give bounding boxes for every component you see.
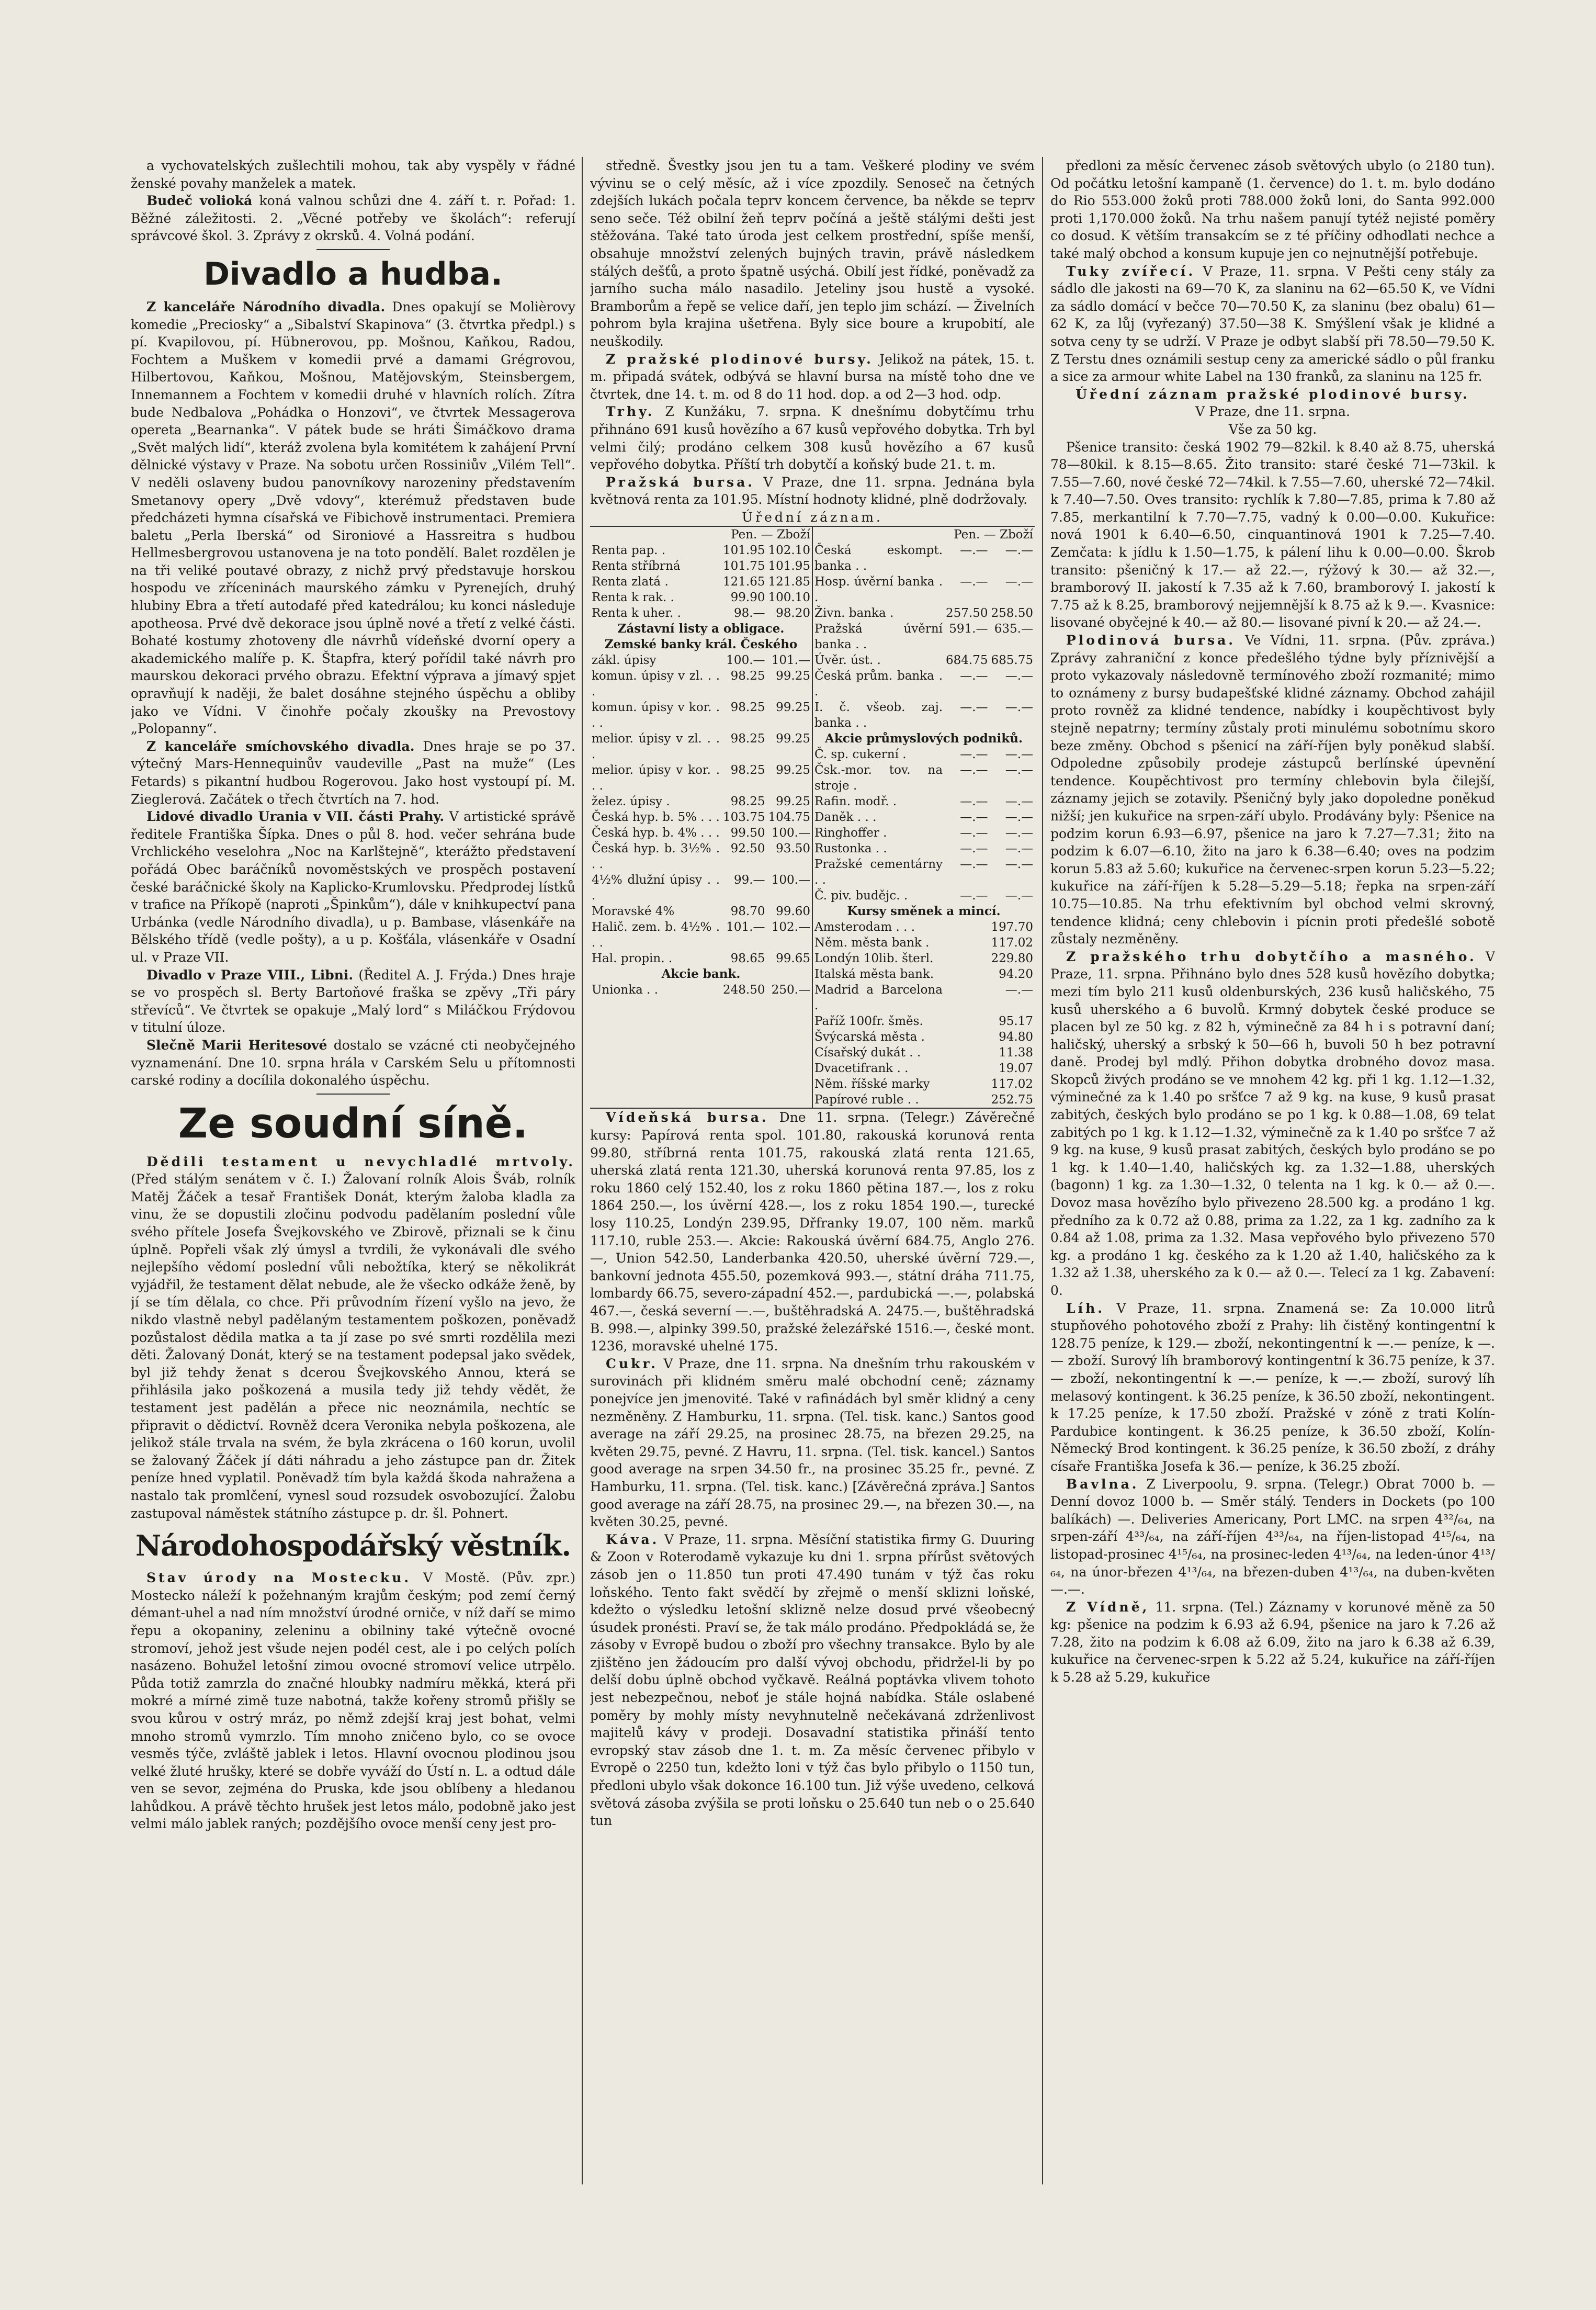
quote-label: melior. úpisy v zl. . . .: [592, 732, 720, 762]
paragraph: [590, 1355, 1035, 1531]
quote-value: 98.25: [730, 669, 765, 683]
quote-value: 684.75: [946, 653, 988, 668]
quote-label: Ringhoffer .: [814, 826, 887, 840]
paragraph: [590, 474, 1035, 509]
quote-row: [590, 809, 812, 825]
quotes-table: [590, 526, 1035, 1109]
quote-row: [590, 731, 812, 762]
quote-value: —.—: [1005, 826, 1033, 840]
quote-row: [590, 558, 812, 574]
quote-row: [813, 982, 1035, 1013]
quote-value: —.—: [960, 826, 988, 840]
quote-value: —.—: [960, 810, 988, 825]
paragraph-text: Dnes opakují se Molièrovy komedie „Preciosky“ a „Sibalství Skapinova“ (3. čtvrtka předpl.) s pí. Kvapilovou, pí. Hübnerovou, pp. Mošnou, Kaňkou, Radou, Fochtem a Muškem v komedii prvé a damami Grégrovou, Hilbertovou, Kaňkou, Mošnou, Matějovským, Steinsbergem, Innemannem a Fochtem v komedii druhé v hlavních rolích. Zítra bude Nedbalova „Pohádka o Honzovi“, ve čtvrtek Messagerova opereta „Bearnanka“. V pátek bude se hráti Šimáčkovo drama „Svět malých lidí“, kteráž zvolena byla komitétem k zahájení První dělnické výstavy v Praze. Na sobotu určen Rossiniův „Vilém Tell“. V neděli oslaveny budou panovníkovy narozeniny představením Smetanovy opery „Dvě vdovy“, kterémuž představen bude předcházeti hymna císařská ve Fibichově instrumentaci. Premiera baletu „Perla Iberská“ od Sironiové a Hassreitra s hudbou Hellmesbergrovou ustanovena je na toto pondělí. Balet rozdělen je na tři veliké poutavé obrazy, z nichž prvý představuje horskou hospodu ve zříceninách maurského zámku v Pyrenejích, druhý hlubiny Ebra a třetí autodafé před katedrálou; ku konci následuje apotheosa. Prvé dvě dekorace jsou úplně nové a třetí z velké části. Bohaté kostumy zhotoveny dle návrhů vídeňské dvorní opery a akademického malíře p. K. Štapfra, který pořídil také návrh pro maurskou dekoraci prvého obrazu. Efektní výprava a jímavý spjet opravňují k naději, že balet dosáhne stejného úspěchu a obliby jako ve Vídni. V činohře počaly zkoušky na Prevostovy „Polopanny“.: [131, 299, 575, 737]
quote-row: [590, 762, 812, 794]
quote-value: 117.02: [991, 936, 1033, 950]
quote-value: [944, 1076, 989, 1092]
quote-value: 101.95: [768, 559, 810, 573]
column-header: Pen. — Zboží: [954, 528, 1033, 542]
lead-in: Káva.: [606, 1531, 660, 1547]
paragraph: [1050, 263, 1495, 386]
quote-label: Česká prům. banka . .: [814, 669, 943, 699]
quote-value: 99.60: [776, 905, 810, 919]
paragraph: [131, 808, 575, 966]
paragraph-text: V Praze, 11. srpna. V Pešti ceny stály za sádlo dle jakosti na 69—70 K, za slaninu na 62—65.50 K, ve Vídni za sádlo domácí v bečce 70—70.50 K, za slaninu (bez obalu) 61—62 K, za lůj (vyřezaný) 37.50—38 K. Smýšlení však je klidné a sotva ceny ty se udrží. V Praze je odbyt slabší při 78.50—79.50 K. Z Terstu dnes oznámili sestup ceny za americké sádlo o půl franku a sice za armour white Label na 130 franků, za slaninu na 125 fr.: [1050, 263, 1495, 385]
paragraph-text: Z Liverpoolu, 9. srpna. (Telegr.) Obrat 7000 b. — Denní dovoz 1000 b. — Směr stálý. Tenders in Dockets (po 100 balíkách) —. Deliveries Americany, Port LMC. na srpen 4³²/₆₄, na srpen-září 4³³/₆₄, na září-říjen 4³³/₆₄, na říjen-listopad 4¹⁵/₆₄, na listopad-prosinec 4¹⁵/₆₄, na prosinec-leden 4¹³/₆₄, na leden-únor 4¹³/₆₄, na únor-březen 4¹³/₆₄, na březen-duben 4¹³/₆₄, na duben-květen —.—.: [1050, 1476, 1495, 1597]
quote-value: 102.10: [768, 544, 810, 558]
paragraph: [131, 1153, 575, 1522]
paragraph-text: V Praze, dne 11. srpna. Na dnešním trhu rakouském v surovinách při klidném směru malé obchodní ceně; záznamy ponejvíce jen jmenovité. Také v rafinádách byl směr klidný a ceny nezměněny. Z Hamburku, 11. srpna. (Tel. tisk. kanc.) Santos good average na září 29.25, na prosinec 28.75, na březen 29.25, na květen 29.75, pevné. Z Havru, 11. srpna. (Tel. tisk. kancel.) Santos good average na srpen 34.50 fr., na prosinec 35.25 fr., pevné. Z Hamburku, 11. srpna. (Tel. tisk. kanc.) [Závěrečná zpráva.] Santos good average na září 28.75, na prosinec 29.—, na březen 30.—, na květen 30.25, pevné.: [590, 1356, 1035, 1530]
quote-value: —.—: [960, 701, 988, 715]
lead-in: Stav úrody na Mostecku.: [146, 1570, 412, 1586]
paragraph: [1050, 1300, 1495, 1475]
quote-value: 121.65: [723, 575, 765, 589]
paragraph: [590, 403, 1035, 473]
quote-row: [813, 904, 1035, 919]
quote-value: [944, 951, 989, 966]
quote-value: —.—: [960, 858, 988, 872]
quote-label: Kursy směnek a mincí.: [847, 904, 1001, 919]
paragraph-text: V Praze, 11. srpna. Znamená se: Za 10.000 litrů stupňového pohotového zboží z Prahy: lih čistěný kontingentní k 128.75 peníze, k 129.— zboží, nekontingentní k —.— peníze, k —.— zboží. Surový líh bramborový kontingentní k 36.75 peníze, k 37.— zboží, nekontingentní k —.— peníze, k —.— zboží, surový líh melasový kontingent. k 36.25 peníze, k 36.50 zboží, nekontingent. k 17.25 peníze, k 17.50 zboží. Pražské v zóně z trati Kolín-Pardubice kontingent. k 36.25 peníze, k 36.50 zboží, Kolín-Německý Brod kontingent. k 36.25 peníze, k 36.50 zboží, z dráhy císaře Františka Josefa k 36.— peníze, k 36.25 zboží.: [1050, 1300, 1495, 1474]
quote-row: [813, 809, 1035, 825]
quote-row: [813, 1029, 1035, 1045]
quote-row: [590, 841, 812, 872]
quote-row: [590, 668, 812, 700]
quote-row: [813, 747, 1035, 762]
quote-label: Londýn 10lib. šterl.: [814, 952, 934, 966]
quote-value: 121.85: [768, 575, 810, 589]
quote-value: —.—: [960, 575, 988, 589]
paragraph-text: V artistické správě ředitele Františka Šípka. Dnes o půl 8. hod. večer sehrána bude Vrchlického veselohra „Noc na Karlštejně“, kterážto představení pořádá Obec baráčníků novoměstských ve prospěch postavení české baráčnické školy na Kaplicko-Krumlovsku. Předprodej lístků v trafice na Příkopě (naproti „Špinkům“), dále v knihkupectví pana Urbánka (vedle Národního divadla), u p. Bambase, vlásenkáře na Bělského třídě (vedle pošty), a u p. Košťála, vlásenkáře v Osadní ul. v Praze VII.: [131, 809, 575, 965]
divider: [316, 1094, 390, 1095]
quote-label: Pražské cementárny . .: [814, 858, 943, 887]
paragraph-text: Dnes hraje se po 37. výtečný Mars-Hennequinův vaudeville „Past na muže“ (Les Fetards) s pikantní hudbou Rogerovou. Jako host vystoupí pí. M. Zieglerová. Začátek o třech čtvrtích na 7. hod.: [131, 738, 575, 807]
paragraph-text: Jelikož na pátek, 15. t. m. připadá svátek, odbývá se hlavní bursa na místě toho dne ve čtvrtek, dne 14. t. m. od 8 do 11 hod. dop. a od 2—3 hod. odp.: [590, 351, 1035, 402]
quote-label: komun. úpisy v kor. . . .: [592, 701, 720, 730]
quote-label: Hosp. úvěrní banka . .: [814, 575, 943, 605]
quote-row: [813, 857, 1035, 888]
quote-row: [813, 794, 1035, 809]
sub-heading: Úřední záznam pražské plodinové bursy.: [1076, 386, 1470, 402]
quote-value: 100.—: [771, 873, 810, 887]
quote-label: Daněk . . .: [814, 810, 877, 825]
quote-value: 98.70: [730, 905, 765, 919]
quote-label: Akcie bank.: [661, 967, 741, 982]
quote-value: —.—: [1005, 763, 1033, 777]
paragraph: Pšenice transito: česká 1902 79—82kil. k 8.40 až 8.75, uherská 78—80kil. k 8.15—8.65. Žito transito: staré české 71—73kil. k 7.55—7.60, nové české 72—74kil. k 7.55—7.60, uherské 72—74kil. k 7.40—7.50. Oves transito: rychlík k 7.80—7.85, prima k 7.80 až 7.85, merkantilní k 7.70—7.75, vadný k 0.00—0.00. Kukuřice: nová 1901 k 6.40—6.50, cinquantinová 1901 k 7.25—7.40. Zemčata: k jídlu k 1.50—1.75, k pálení lihu k 0.00—0.00. Škrob transito: pšeničný k 17.— až 22.—, rýžový k 30.— až 32.—, bramborový II. jakostí k 7.35 až k 7.60, bramborový I. jakostí k 7.75 až k 8.25, bramborový nejjemnější k 8.75 až k 9.—. Kvasnice: lisované obyčejné k 40.— až 80.— lisované pivní k 20.— až 24.—.: [1050, 439, 1495, 630]
quote-value: —.—: [1005, 748, 1033, 762]
paragraph: předloni za měsíc červenec zásob světových ubylo (o 2180 tun). Od počátku letošní kampaně (1. července) do 1. t. m. bylo dodáno do Rio 553.000 žoků proti 788.000 žoků loni, do Santa 992.000 proti 1,170.000 žoků. Na trhu našem panují tytéž nejisté poměry co dosud. K větším transakcím se z té příčiny odhodlati nechce a také malý obchod a konsum kupuje jen co nejnutnější potřebuje.: [1050, 158, 1495, 261]
paragraph: [131, 298, 575, 738]
quote-label: Renta pap. .: [592, 544, 666, 558]
quote-label: Něm. říšské marky: [814, 1077, 930, 1091]
quote-value: 99.50: [730, 826, 765, 840]
paragraph: [1050, 632, 1495, 948]
quote-value: 99.25: [776, 795, 810, 809]
quote-value: 100.—: [771, 826, 810, 840]
quote-label: Císařský dukát . .: [814, 1046, 921, 1060]
quote-label: komun. úpisy v zl. . . .: [592, 669, 720, 699]
section-title: Ze soudní síně.: [178, 1100, 528, 1147]
paragraph-text: Dne 11. srpna. (Telegr.) Závěrečné kursy: Papírová renta spol. 101.80, rakouská korunová renta 99.80, stříbrná renta 101.75, rakouská zlatá renta 121.65, uherská zlatá renta 121.30, uherská korunová renta 97.85, los z roku 1860 celý 152.40, los z roku 1860 pětina 187.—, los z roku 1864 250.—, los úvěrní 428.—, los z roku 1854 190.—, turecké losy 110.25, Londýn 239.95, Dřfranky 19.07, 100 něm. marků 117.10, ruble 253.—. Akcie: Rakouská úvěrní 684.75, Anglo 276.—, Union 542.50, Landerbanka 420.50, uherské úvěrní 729.—, bankovní jednota 455.50, pozemková 993.—, státní dráha 711.75, lombardy 66.75, severo-západní 452.—, pardubická —.—, polabská 467.—, česká severní —.—, buštěhradská A. 2475.—, buštěhradská B. 998.—, alpinky 399.50, pražské železářské 1516.—, české mont. 1236, moravské uhelné 175.: [590, 1110, 1035, 1354]
quote-value: 99.65: [776, 952, 810, 966]
lead-in: Dědili testament u nevychladlé mrtvoly.: [146, 1154, 575, 1169]
quotes-left-table: [590, 543, 812, 998]
quote-value: 252.75: [991, 1093, 1033, 1107]
lead-in: Cukr.: [606, 1356, 658, 1371]
quote-label: melior. úpisy v kor. . . .: [592, 763, 720, 793]
quote-value: 101.95: [723, 544, 765, 558]
lead-in: Z kanceláře Národního divadla.: [146, 299, 386, 314]
paragraph-text: V Praze, 11. srpna. Přihnáno bylo dnes 528 kusů hovězího dobytka; mezi tím bylo 211 kusů oldenburských, 236 kusů haličského, 75 kusů uherského a 6 buvolů. Krmný dobytek české produce se placen byl ze 50 kg. z 82 h, výminečně za 84 h i s potravní daní; haličský, uherský a srbský k 50—66 h, buvoli 50 h bez potravní daně. Prodej byl mdlý. Přihon dobytka drobného dovoz masa. Skopců živých prodáno se ve mnohem 42 kg. při 1 kg. 1.12—1.32, výminečné za k 1.40 po sršťce 7 až 9 kg. na kuse, 9 kusů prasat zabitých, českých bylo prodáno se po 1 kg. k 0.88—1.08, 69 telat zabitých po 1 kg. k 1.12—1.32, výminečně za k 1.40 po sršťce 7 až 9 kg. na kuse, 9 kusů prasat zabitých, českých bylo prodáno se po 1 kg. k 1.40—1.40, haličských kg. za 1.32—1.88, uherských (bagonn) 1 kg. za 1.30—1.32, 0 telenta na 1 kg. k 0.— až 0.—. Dovoz masa hovězího bylo přivezeno 28.500 kg. a prodáno 1 kg. předního za k 0.72 až 0.88, prima za 1.22, za 1 kg. zadního za k 0.84 až 1.08, prima za 1.32. Masa vepřového bylo přivezeno 570 kg. a prodáno 1 kg. českého za k 1.20 až 1.40, haličského za k 1.32 až 1.38, uherského za k 0.— až 0.—. Telecí za 1 kg. Zabavení: 0.: [1050, 949, 1495, 1298]
quote-label: Moravské 4%: [592, 905, 675, 919]
paragraph-text: Ve Vídni, 11. srpna. (Pův. zpráva.) Zprávy zahraniční z konce předešlého týdne byly příznivější a proto vykazovaly následovně termínového zboží rozmanité; mimo to oznámeny z bursy budapešťské klidné záznamy. Obchod zahájil proto rovněž za klidné tendence, nabídky i koupěchtivost byly stejně nepatrny; termíny zůstaly proti minulému sobotnímu skoro beze změny. Obchod s pšenicí na září-říjen byly poněkud slabší. Odpoledne způsobily prodeje zástupců berlínské úpevnění tendence. Koupěchtivost pro termíny chlebovin byla čilejší, záznamy jejich se zotavily. Pšeničný byly jako dopoledne poněkud nižší; jen kukuřice na srpen-září ubylo. Prodávány byly: Pšenice na podzim korun 6.93—6.97, pšenice na jaro k 7.27—7.31; žito na podzim k 6.07—6.10, žito na jaro k 6.38—6.40; oves na podzim korun 5.83 až 5.60; kukuřice na červenec-srpen korun 5.23—5.22; kukuřice na září-říjen k 5.28—5.29—5.18; řepka na srpen-září 10.75—10.85. Na trhu efektivním byl obchod velmi skrovný, tendence klidná; ceny chlebovin i pícnin proti předešlé sobotě zůstaly nezměněny.: [1050, 633, 1495, 947]
quotes-right-table: [813, 543, 1035, 1108]
quote-row: [590, 951, 812, 966]
quote-value: 102.—: [771, 920, 810, 934]
quote-value: [944, 1061, 989, 1076]
lead-in: Z Vídně,: [1066, 1599, 1150, 1615]
quote-value: 98.25: [730, 763, 765, 777]
quote-value: [944, 966, 989, 982]
quote-row: [813, 825, 1035, 841]
quote-row: [813, 668, 1035, 700]
quote-value: [944, 1013, 989, 1029]
quote-row: [813, 1013, 1035, 1029]
paragraph: [131, 1036, 575, 1089]
quote-value: —.—: [1005, 842, 1033, 856]
section-title: Národohospodářský věstník.: [135, 1529, 571, 1563]
quote-value: 250.—: [771, 983, 810, 997]
lead-in: Lidové divadlo Urania v VII. části Prahy.: [146, 809, 445, 825]
lead-in: Divadlo v Praze VIII., Libni.: [146, 967, 354, 983]
quote-label: Česká hyp. b. 4% . . .: [592, 826, 720, 840]
paragraph-text: (Před stálým senátem v č. I.) Žalovaní rolník Alois Šváb, rolník Matěj Žáček a tesař František Donát, kterým žaloba kladla za vinu, že se dopustili zločinu podvodu padělaním poslední vůle svého přítele Josefa Švejkovského ve Zbirově, přiznali se k činu úplně. Popřeli však zlý úmysl a tvrdili, že vykonávali dle svého nejlepšího vědomí poslední vůli nebožtíka, který se několikrát vyjádřil, že testament dělat nebude, ale že všecko odkáže ženě, by jí se tím dělala, co chce. Při průvodním řízení vyšlo na jevo, že nikdo vlastně nebyl padělaným testamentem poškozen, poněvadž pozůstalost dědila matka a ta jí zase po své smrti rozdělila mezi děti. Žalovaný Donát, který se na testament podepsal jako svědek, byl již tehdy ženat s dcerou Švejkovského Annou, která se přihlásila jako poškozená a musila tedy již tehdy vědět, že testament jest padělán a přece nic neoznámila, nechtíc se připravit o dědictví. Rovněž dcera Veronika nebyla poškozena, ale jelikož stále trvala na svém, že byla zkrácena o 160 korun, uvolil se žalovaný Žáček jí dáti náhradu a jeho zástupce pan dr. Žitek peníze hned vyplatil. Poněvadž tím byla každá škoda nahražena a nastalo tak promlčení, vynesl soud rozsudek osvobozující. Žalobu zastupoval náměstek státního zástupce p. dr. šl. Pohnert.: [131, 1171, 575, 1521]
dateline: V Praze, dne 11. srpna.: [1195, 404, 1350, 420]
paragraph-text: (Ředitel A. J. Frýda.) Dnes hraje se vo prospěch sl. Berty Bartoňové fraška se zpěvy „Tři páry střevíců“. Ve čtvrtek se opakuje „Malý lord“ s Miláčkou Frýdovou v titulní úloze.: [131, 967, 575, 1035]
quote-value: 99.—: [733, 873, 765, 887]
quote-row: [590, 825, 812, 841]
paragraph-text: 11. srpna. (Tel.) Záznamy v korunové měně za 50 kg: pšenice na podzim k 6.93 až 6.94, pšenice na jaro k 7.26 až 7.28, žito na podzim k 6.08 až 6.09, žito na jaro k 6.38 až 6.39, kukuřice na červenec-srpen k 5.22 až 5.24, kukuřice na září-říjen k 5.28 až 5.29, kukuřice: [1050, 1599, 1495, 1685]
lead-in: Líh.: [1066, 1300, 1105, 1316]
quote-label: Zemské banky král. Českého: [604, 637, 798, 652]
quote-label: Pražská úvěrní banka . .: [814, 622, 943, 652]
column-3: [1050, 157, 1495, 2184]
quote-row: [590, 700, 812, 731]
quote-row: [590, 794, 812, 809]
quote-value: 94.80: [999, 1030, 1033, 1044]
quote-value: 229.80: [991, 952, 1033, 966]
quote-row: [813, 919, 1035, 935]
paragraph-text: V Praze, dne 11. srpna. Jednána byla květnová renta za 101.95. Místní hodnoty klidné, plně dodržovaly.: [590, 474, 1035, 508]
quote-label: Česká hyp. b. 3½% . . .: [592, 842, 720, 872]
quote-row: [813, 966, 1035, 982]
quote-row: [590, 904, 812, 919]
quote-row: [813, 1045, 1035, 1061]
quote-label: Č. piv. budějc. .: [814, 889, 908, 903]
quote-value: 98.25: [730, 795, 765, 809]
quote-row: [813, 621, 1035, 652]
quote-row: [813, 762, 1035, 794]
quote-value: —.—: [1005, 889, 1033, 903]
quote-value: 95.17: [999, 1015, 1033, 1029]
quote-label: Renta stříbrná: [592, 559, 681, 573]
quote-value: —.—: [1005, 810, 1033, 825]
quote-label: Něm. města bank .: [814, 936, 930, 950]
quote-value: 101.—: [726, 920, 765, 934]
lead-in: Pražská bursa.: [606, 474, 755, 490]
quote-row: [813, 700, 1035, 731]
quote-value: 98.20: [776, 606, 810, 621]
quote-label: Renta k rak. .: [592, 591, 674, 605]
quote-label: Halič. zem. b. 4½% . . .: [592, 920, 720, 950]
quote-row: [813, 605, 1035, 621]
quote-row: [813, 1076, 1035, 1092]
quote-value: —.—: [960, 795, 988, 809]
section-title: Divadlo a hudba.: [203, 255, 503, 292]
quote-label: Papírové ruble . .: [814, 1093, 919, 1107]
quote-value: 248.50: [723, 983, 765, 997]
quote-value: [944, 919, 989, 935]
quote-label: Renta k uher. .: [592, 606, 681, 621]
quote-value: 685.75: [991, 653, 1033, 668]
quote-row: [813, 543, 1035, 574]
quote-value: —.—: [960, 544, 988, 558]
quote-row: [813, 951, 1035, 966]
quote-value: 103.75: [723, 810, 765, 825]
paragraph: [1050, 948, 1495, 1300]
paragraph-text: V Mostě. (Pův. zpr.) Mostecko náleží k požehnaným krajům českým; pod zemí černý démant-uhel a nad ním množství úrodné orniče, v níž daří se mimo řepu a okopaniny, zeleninu a obilniny také výtečně ovocné stromoví, jehož jest všude nejen podél cest, ale i po celých polích nasázeno. Bohužel letošní zimou ovocné stromoví velice utrpělo. Půda totiž zamrzla do značné hloubky nadmíru měkká, která při mokré a mírné zimě tuze nabotná, takže kořeny stromů přišly se svou kůrou v ostrý mráz, po němž zdejší kraj jest bohat, velmi mnoho stromů vymrzlo. Tím mnoho zničeno bylo, co se ovoce vesměs týče, zvláště jablek i letos. Hlavní ovocnou plodinou jsou velké žluté hrušky, které se dobře vyváží do Ústí n. L. a odtud dále ven se sevor, zejména do Pruska, kde jsou oblíbeny a hledanou lahůdkou. A právě těchto hrušek jest letos málo, podobně jako jest velmi málo jablek raných; pozdějšího ovoce menší ceny jest pro-: [131, 1570, 575, 1832]
quote-value: —.—: [1005, 983, 1033, 997]
quote-value: 98.25: [730, 701, 765, 715]
quote-label: Amsterodam . . .: [814, 920, 915, 934]
quote-label: 4½% dlužní úpisy . . .: [592, 873, 720, 903]
quote-row: [590, 590, 812, 605]
paragraph: a vychovatelských zušlechtili mohou, tak aby vyspěly v řádné ženské povahy manželek a matek.: [131, 158, 575, 191]
divider: [316, 249, 390, 250]
quote-label: I. č. všeob. zaj. banka . .: [814, 701, 943, 730]
paragraph: [131, 192, 575, 245]
quote-value: 98.65: [730, 952, 765, 966]
quote-value: 99.90: [730, 591, 765, 605]
column-header: Pen. — Zboží: [731, 528, 810, 542]
quote-label: Česká eskompt. banka . .: [814, 544, 943, 573]
unit-note: Vše za 50 kg.: [1228, 421, 1317, 437]
lead-in: Vídeňská bursa.: [606, 1110, 769, 1125]
quote-row: [813, 574, 1035, 605]
quote-label: zákl. úpisy: [592, 653, 656, 668]
lead-in: Tuky zvířecí.: [1066, 263, 1196, 279]
quote-label: Paříž 100fr. šměs.: [814, 1015, 923, 1029]
lead-in: Trhy.: [606, 404, 655, 420]
quote-row: [813, 935, 1035, 951]
quote-label: Hal. propin. .: [592, 952, 673, 966]
quote-label: Rafin. modř. .: [814, 795, 897, 809]
quote-row: [590, 966, 812, 982]
quote-value: 11.38: [999, 1046, 1033, 1060]
quote-row: [813, 1061, 1035, 1076]
paragraph-text: koná valnou schůzi dne 4. září t. r. Pořad: 1. Běžné záležitosti. 2. „Věcné potřeby ve školách“: referují správcové škol. 3. Zprávy z okrsků. 4. Volná podání.: [131, 193, 575, 244]
quote-row: [590, 543, 812, 558]
column-1: [131, 157, 575, 2184]
quote-value: [944, 1092, 989, 1108]
quote-row: [813, 841, 1035, 857]
paragraph: [1050, 1475, 1495, 1598]
quote-value: [944, 935, 989, 951]
quote-value: 99.25: [776, 763, 810, 777]
quote-value: 100.10: [768, 591, 810, 605]
quote-row: [590, 652, 812, 668]
quote-value: 101.75: [723, 559, 765, 573]
paragraph-text: Z Kunžáku, 7. srpna. K dnešnímu dobytčímu trhu přihnáno 691 kusů hovězího a 67 kusů vepřového dobytka. Trh byl velmi čilý; prodáno celkem 308 kusů hovězího a 67 kusů vepřového dobytka. Příští trh dobytčí a koňský bude 21. t. m.: [590, 404, 1035, 472]
quote-value: [944, 1045, 989, 1061]
quote-value: 591.—: [949, 622, 988, 636]
lead-in: Plodinová bursa.: [1066, 633, 1236, 648]
column-2: [590, 157, 1035, 2184]
quote-row: [813, 1092, 1035, 1108]
quote-row: [590, 982, 812, 998]
lead-in: Budeč volioká: [146, 193, 253, 209]
quote-value: 92.50: [730, 842, 765, 856]
quote-value: 635.—: [994, 622, 1033, 636]
quote-value: 98.25: [730, 732, 765, 746]
quote-label: Zástavní listy a obligace.: [617, 622, 785, 636]
quote-row: [813, 652, 1035, 668]
quote-value: —.—: [1005, 544, 1033, 558]
paragraph-text: dostalo se vzácné cti neobyčejného vyznamenání. Dne 10. srpna hrála v Carském Selu u přítomnosti carské rodiny a docílila dokonalého úspěchu.: [131, 1037, 575, 1088]
quote-label: Akcie průmyslových podniků.: [825, 731, 1023, 746]
paragraph: středně. Švestky jsou jen tu a tam. Veškeré plodiny ve svém vývinu se o celý měsíc, až i více zpozdily. Senoseč na četných zdejších lukách počala teprv koncem července, ba někde se teprv seno seče. Též obilní žeň teprv počíná a ještě stálými dešti jest stěžována. Také tato úroda jest celkem prostřední, spíše menší, obsahuje množství zelených bujných travin, právě následkem stálých dešťů, a proto špatně usýchá. Obilí jest řídké, poněvadž za jarního sucha málo nasadilo. Jeteliny jsou hustě a vysoké. Bramborům a řepě se velice daří, jen teplo jim schází. — Živelních pohrom byla krajina ušetřena. Byly sice boure a krupobití, ale neuškodily.: [590, 158, 1035, 349]
quote-label: Čsk.-mor. tov. na stroje .: [814, 763, 943, 793]
quote-value: 99.25: [776, 732, 810, 746]
paragraph: [131, 738, 575, 808]
quote-value: 99.25: [776, 669, 810, 683]
quote-row: [813, 888, 1035, 904]
quote-row: [590, 605, 812, 621]
paragraph: [590, 1531, 1035, 1830]
quote-row: [590, 621, 812, 637]
quote-label: Rustonka . .: [814, 842, 887, 856]
quote-value: —.—: [1005, 701, 1033, 715]
quote-value: 257.50: [946, 606, 988, 621]
quote-value: —.—: [960, 748, 988, 762]
quote-row: [590, 637, 812, 652]
quotes-left: [590, 527, 812, 1108]
quote-value: 19.07: [999, 1062, 1033, 1076]
quote-value: 94.20: [999, 967, 1033, 982]
quote-value: [944, 982, 989, 1013]
quote-row: [590, 574, 812, 590]
quote-label: Úvěr. úst. .: [814, 653, 881, 668]
lead-in: Slečně Marii Heritesové: [146, 1037, 327, 1053]
quote-value: —.—: [960, 763, 988, 777]
quote-value: —.—: [960, 669, 988, 683]
quote-value: 101.—: [771, 653, 810, 668]
column-rule: [1042, 157, 1043, 2184]
lead-in: Z pražského trhu dobytčího a masného.: [1066, 949, 1477, 964]
quote-value: —.—: [1005, 795, 1033, 809]
quote-label: Česká hyp. b. 5% . . .: [592, 810, 720, 825]
quote-value: 98.—: [733, 606, 765, 621]
quote-label: Švýcarská města .: [814, 1030, 925, 1044]
quote-label: Unionka . .: [592, 983, 659, 997]
paragraph: [131, 1569, 575, 1833]
paragraph: [131, 966, 575, 1036]
lead-in: Z kanceláře smíchovského divadla.: [146, 738, 415, 754]
quote-value: —.—: [960, 842, 988, 856]
quote-value: 104.75: [768, 810, 810, 825]
quote-label: želez. úpisy .: [592, 795, 670, 809]
quote-value: 100.—: [726, 653, 765, 668]
quote-value: —.—: [960, 889, 988, 903]
lead-in: Bavlna.: [1066, 1476, 1139, 1492]
quote-value: —.—: [1005, 669, 1033, 683]
quote-value: 99.25: [776, 701, 810, 715]
quote-value: —.—: [1005, 575, 1033, 589]
quote-label: Italská města bank.: [814, 967, 934, 982]
quote-value: 197.70: [991, 920, 1033, 934]
quote-value: —.—: [1005, 858, 1033, 872]
quote-value: [944, 1029, 989, 1045]
quote-label: Dvacetifrank . .: [814, 1062, 909, 1076]
quote-label: Živn. banka .: [814, 606, 894, 621]
quote-label: Madrid a Barcelona .: [814, 983, 943, 1013]
quotes-right: [812, 527, 1035, 1108]
quote-value: 93.50: [776, 842, 810, 856]
quote-label: Č. sp. cukerní .: [814, 748, 907, 762]
quote-row: [813, 731, 1035, 747]
lead-in: Z pražské plodinové bursy.: [606, 351, 874, 367]
paragraph-text: V Praze, 11. srpna. Měsíční statistika firmy G. Duuring & Zoon v Roterodamě vykazuje ku dni 1. srpna přírůst světových zásob jen o 11.850 tun proti 47.490 tunám v týž čas roku loňského. Tento fakt svědčí by zřejmě o menší sklizni loňské, kdežto o výsledku letošní sklizně nelze dosud prvé všeobecný úsudek pronésti. Praví se, že tak málo prodáno. Předpokládá se, že zásoby v Evropě budou o zboží pro všechny transakce. Bylo by ale zjištěno jen žádoucím pro další vývoj obchodu, přidržel-li by po delší dobu úplně obchod vyčkavě. Reálná poptávka vlivem tohoto jest nebezpečnou, neboť je stále hojná nabídka. Stále oslabené poměry by mohly místy nevyhnutelně nečekávaná zdrženlivost majitelů kávy v prodeji. Dosavadní statistika přináší tento evropský stav zásob dne 1. t. m. Za měsíc červenec přibylo v Evropě o 2250 tun, kdežto loni v týž čas bylo přibylo o 1150 tun, předloni ubylo však dokonce 16.100 tun. Již výše uvedeno, celková světová zásoba zvýšila se proti loňsku o 25.640 tun neb o o 25.640 tun: [590, 1531, 1035, 1829]
column-rule: [582, 157, 583, 2184]
quote-value: 258.50: [991, 606, 1033, 621]
paragraph: [590, 351, 1035, 403]
quote-label: Renta zlatá .: [592, 575, 669, 589]
paragraph: [590, 1109, 1035, 1355]
table-title: Úřední záznam.: [742, 509, 883, 525]
quote-value: 117.02: [991, 1077, 1033, 1091]
quote-row: [590, 919, 812, 951]
paragraph: [1050, 1598, 1495, 1686]
quote-row: [590, 872, 812, 904]
